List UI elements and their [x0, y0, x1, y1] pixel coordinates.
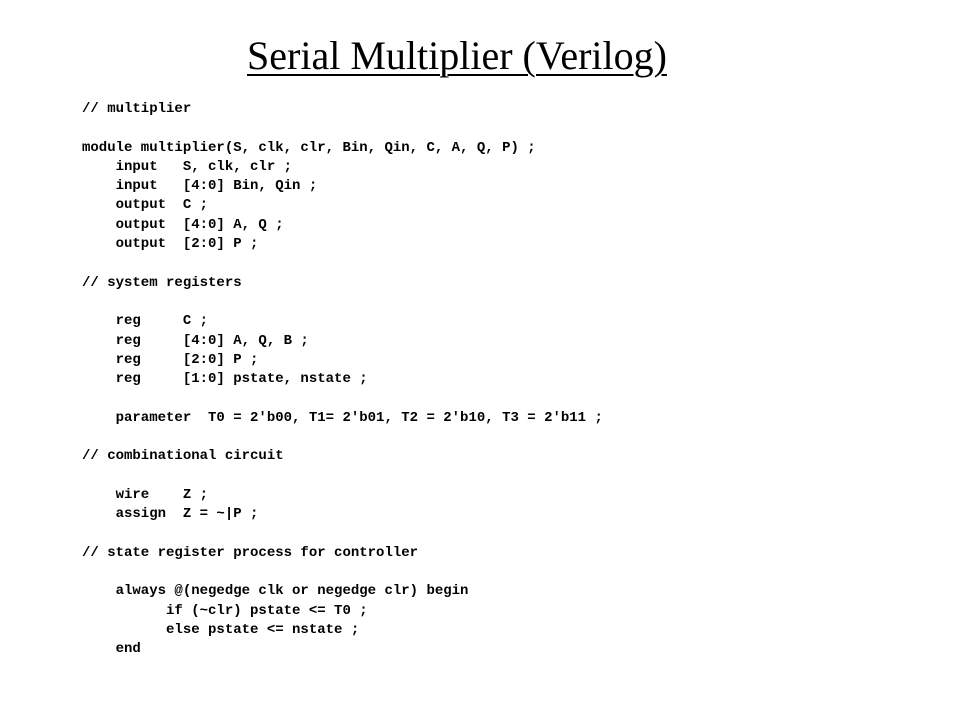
code-line [82, 467, 942, 486]
code-line: output [4:0] A, Q ; [82, 216, 284, 233]
code-line: reg [1:0] pstate, nstate ; [82, 371, 368, 388]
code-line: if (~clr) pstate <= T0 ; [82, 602, 368, 619]
code-line: always @(negedge clk or negedge clr) begin [82, 583, 469, 600]
code-line [82, 119, 942, 138]
code-line: output C ; [82, 197, 209, 214]
code-line [82, 389, 942, 408]
code-line [82, 293, 942, 312]
code-line: reg [4:0] A, Q, B ; [82, 332, 309, 349]
code-line: assign Z = ~|P ; [82, 506, 259, 523]
code-line: else pstate <= nstate ; [82, 622, 360, 639]
verilog-code-block [82, 100, 942, 660]
code-line: // system registers [82, 274, 242, 291]
code-line: wire Z ; [82, 486, 209, 503]
code-line [82, 563, 942, 582]
code-line: // multiplier [82, 101, 192, 117]
code-line [82, 254, 942, 273]
code-line: parameter T0 = 2'b00, T1= 2'b01, T2 = 2'b10, T3 = 2'b11 ; [82, 409, 603, 426]
code-line: module multiplier(S, clk, clr, Bin, Qin, C, A, Q, P) ; [82, 139, 536, 156]
slide-title: Serial Multiplier (Verilog) [247, 33, 667, 78]
code-line: reg C ; [82, 313, 209, 330]
code-line: output [2:0] P ; [82, 236, 259, 253]
code-line: input S, clk, clr ; [82, 158, 293, 175]
code-line [82, 525, 942, 544]
code-line: // state register process for controller [82, 544, 419, 561]
code-line [82, 428, 942, 447]
code-line: end [82, 641, 141, 658]
code-line: input [4:0] Bin, Qin ; [82, 178, 318, 195]
code-line: reg [2:0] P ; [82, 351, 259, 368]
code-line: // combinational circuit [82, 448, 284, 465]
